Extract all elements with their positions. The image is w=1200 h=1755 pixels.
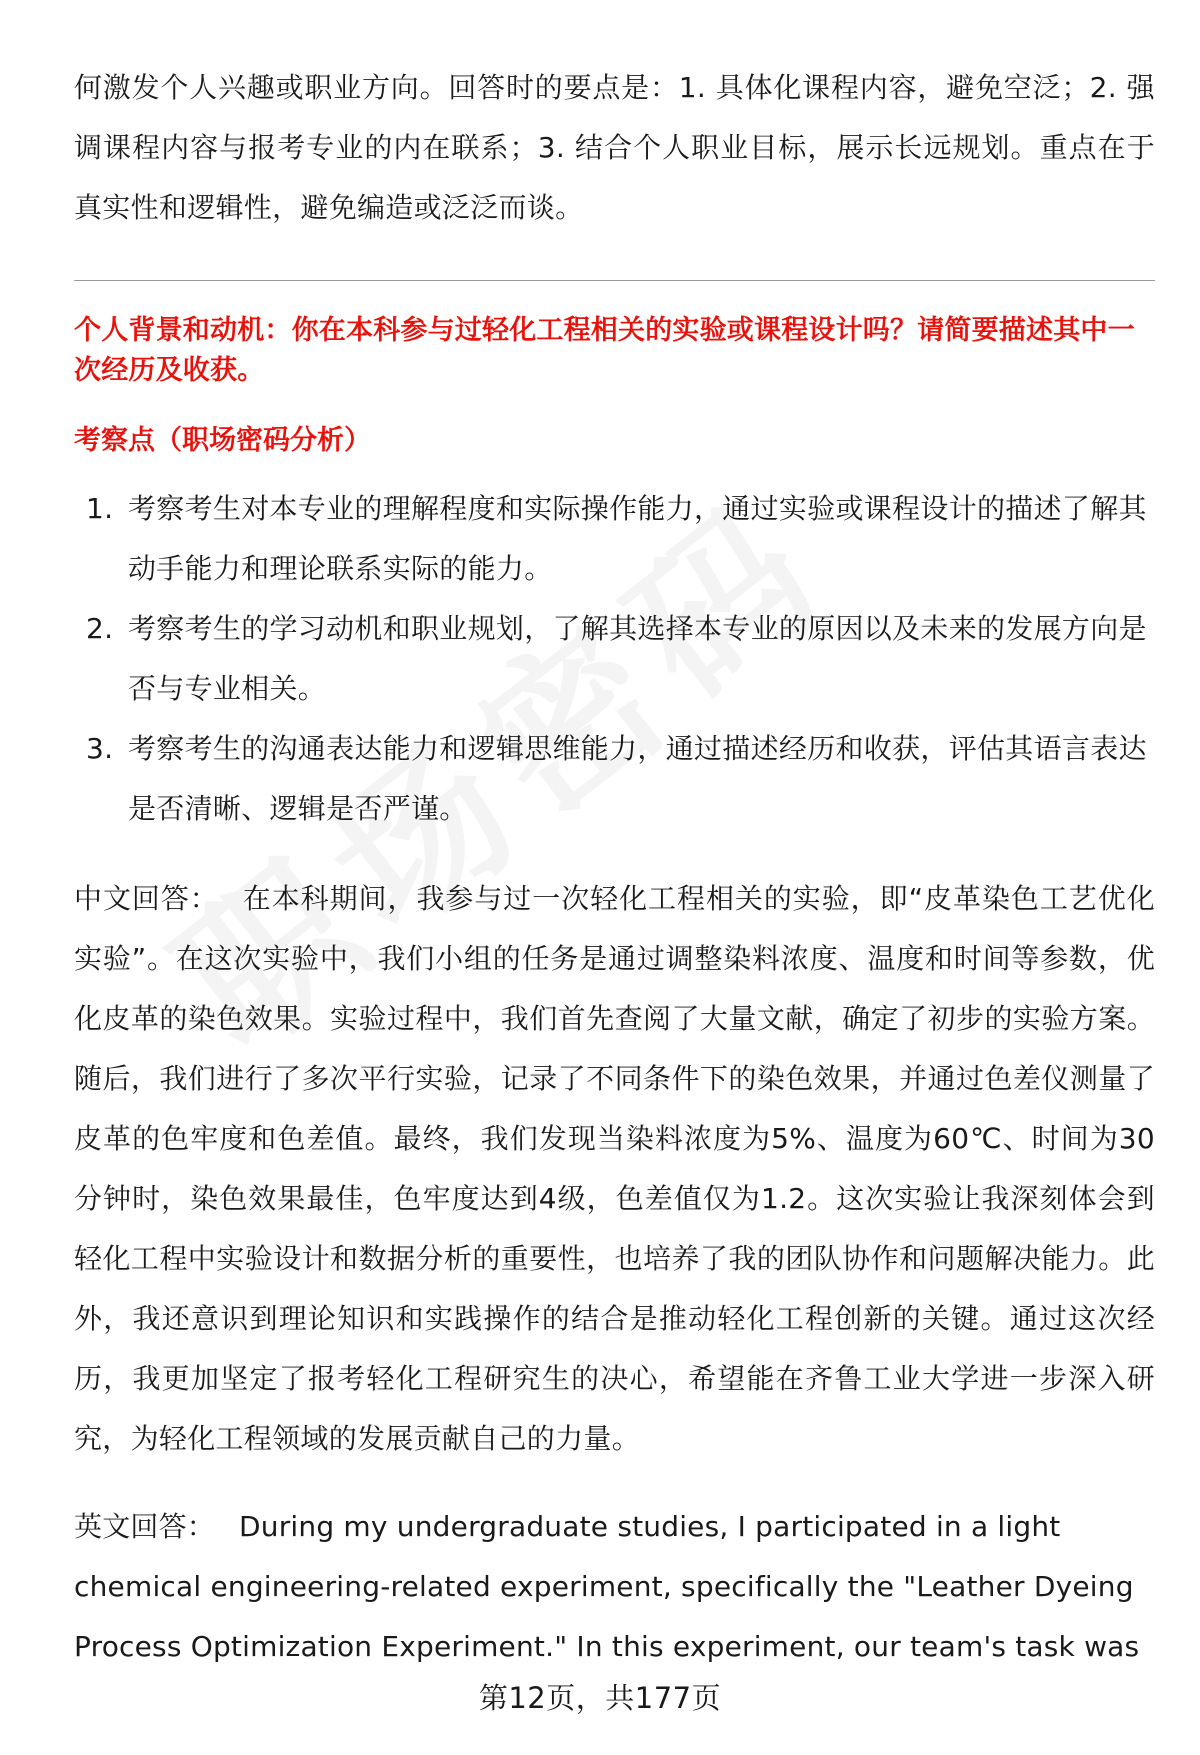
question-heading: 个人背景和动机：你在本科参与过轻化工程相关的实验或课程设计吗？请简要描述其中一次经历及收获。 bbox=[74, 315, 1135, 386]
list-number: 2. bbox=[86, 612, 114, 645]
list-number: 3. bbox=[86, 732, 114, 765]
section-heading: 考察点（职场密码分析） bbox=[74, 425, 371, 456]
list-item bbox=[74, 599, 1155, 719]
answer-english-text: During my undergraduate studies, I participated in a light chemical engineering-related experiment, specifically the "Leather Dyeing Process Optimization Experiment." In this experiment, our team's task was bbox=[74, 1510, 1140, 1663]
list-text: 考察考生的学习动机和职业规划，了解其选择本专业的原因以及未来的发展方向是否与专业相关。 bbox=[128, 612, 1147, 705]
answer-chinese-label: 中文回答： bbox=[74, 882, 219, 915]
list-item bbox=[74, 479, 1155, 599]
intro-paragraph: 何激发个人兴趣或职业方向。回答时的要点是：1. 具体化课程内容，避免空泛；2. 强调课程内容与报考专业的内在联系；3. 结合个人职业目标，展示长远规划。重点在于真实性和逻辑性，避免编造或泛泛而谈。 bbox=[74, 71, 1155, 224]
list-text: 考察考生对本专业的理解程度和实际操作能力，通过实验或课程设计的描述了解其动手能力和理论联系实际的能力。 bbox=[128, 492, 1147, 585]
list-number: 1. bbox=[86, 492, 114, 525]
document-page bbox=[74, 58, 1155, 1677]
answer-chinese-text: 在本科期间，我参与过一次轻化工程相关的实验，即“皮革染色工艺优化实验”。在这次实验中，我们小组的任务是通过调整染料浓度、温度和时间等参数，优化皮革的染色效果。实验过程中，我们首先查阅了大量文献，确定了初步的实验方案。随后，我们进行了多次平行实验，记录了不同条件下的染色效果，并通过色差仪测量了皮革的色牢度和色差值。最终，我们发现当染料浓度为5%、温度为60℃、时间为30分钟时，染色效果最佳，色牢度达到4级，色差值仅为1.2。这次实验让我深刻体会到轻化工程中实验设计和数据分析的重要性，也培养了我的团队协作和问题解决能力。此外，我还意识到理论知识和实践操作的结合是推动轻化工程创新的关键。通过这次经历，我更加坚定了报考轻化工程研究生的决心，希望能在齐鲁工业大学进一步深入研究，为轻化工程领域的发展贡献自己的力量。 bbox=[74, 882, 1155, 1455]
list-item bbox=[74, 719, 1155, 839]
list-text: 考察考生的沟通表达能力和逻辑思维能力，通过描述经历和收获，评估其语言表达是否清晰、逻辑是否严谨。 bbox=[128, 732, 1147, 825]
page-footer: 第12页，共177页 bbox=[478, 1681, 722, 1715]
answer-english bbox=[74, 1497, 1155, 1677]
answer-chinese bbox=[74, 869, 1155, 1469]
section-divider bbox=[74, 280, 1155, 281]
answer-english-label: 英文回答： bbox=[74, 1510, 216, 1543]
points-list bbox=[74, 479, 1155, 839]
